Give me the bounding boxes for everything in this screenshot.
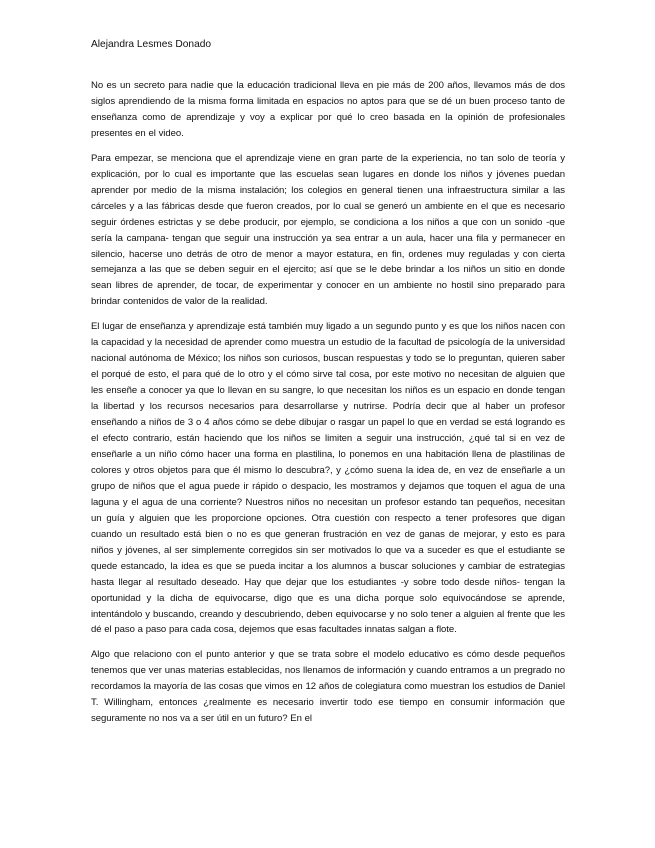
document-body bbox=[91, 78, 565, 727]
author-name: Alejandra Lesmes Donado bbox=[91, 39, 212, 50]
paragraph-1: No es un secreto para nadie que la educación tradicional lleva en pie más de 200 años, llevamos más de dos siglos aprendiendo de la misma forma limitada en espacios no aptos para que se dé un buen proceso tanto de enseñanza como de aprendizaje y voy a explicar por qué lo creo basada en la opinión de profesionales presentes en el video. bbox=[91, 80, 565, 139]
paragraph-2: Para empezar, se menciona que el aprendizaje viene en gran parte de la experiencia, no tan solo de teoría y explicación, por lo cual es importante que las escuelas sean lugares en donde los niños y jóvenes puedan aprender por medio de la misma instalación; los colegios en general tienen una infraestructura similar a las cárceles y a las fábricas desde que fueron creados, por lo cual se generó un ambiente en el que es necesario seguir órdenes estrictas y se debe producir, por ejemplo, se condiciona a los niños a que con un sonido -que sería la campana- tengan que seguir una instrucción ya sea entrar a un aula, hacer una fila y permanecer en silencio, hacerse uno detrás de otro de menor a mayor estatura, en fin, ordenes muy reguladas y con cierta semejanza a las que se deben seguir en el ejercito; así que se le debe brindar a los niños un sitio en donde sean libres de aprender, de tocar, de experimentar y conocer en un ambiente no hostil sino preparado para brindar contenidos de valor de la realidad. bbox=[91, 152, 565, 308]
paragraph-4: Algo que relaciono con el punto anterior y que se trata sobre el modelo educativo es cómo desde pequeños tenemos que ver unas materias establecidas, nos llenamos de información y cuando entramos a un pregrado no recordamos la mayoría de las cosas que vimos en 12 años de colegiatura como muestran los estudios de Daniel T. Willingham, entonces ¿realmente es necesario invertir todo ese tiempo en consumir información que seguramente no nos va a ser útil en un futuro? En el bbox=[91, 649, 565, 725]
paragraph-3: El lugar de enseñanza y aprendizaje está también muy ligado a un segundo punto y es que los niños nacen con la capacidad y la necesidad de aprender como muestra un estudio de la facultad de psicología de la universidad nacional autónoma de México; los niños son curiosos, buscan respuestas y todo se lo preguntan, quieren saber el porqué de esto, el para qué de lo otro y el cómo sirve tal cosa, por este motivo no necesitan de alguien que les enseñe a conocer ya que lo llevan en su sangre, lo que necesitan los niños es un espacio en donde tengan la libertad y los recursos necesarios para desarrollarse y nutrirse. Podría decir que al haber un profesor enseñando a niños de 3 o 4 años cómo se debe dibujar o rasgar un papel lo que en verdad se está logrando es el efecto contrario, están haciendo que los niños se limiten a seguir una instrucción, ¿qué tal si en vez de enseñarle a un niño cómo hacer una forma en plastilina, lo ponemos en una habitación llena de plastilinas de colores y otros objetos para que él mismo lo descubra?, y ¿cómo suena la idea de, en vez de enseñarle a un grupo de niños que el agua puede ir rápido o despacio, les mostramos y dejamos que toquen el agua de una laguna y el agua de una corriente? Nuestros niños no necesitan un profesor estando tan pequeños, necesitan un guía y alguien que les proporcione opciones. Otra cuestión con respecto a tener profesores que digan cuando un resultado está bien o no es que generan frustración en vez de ganas de mejorar, y esto es para niños y jóvenes, al ser simplemente corregidos sin ser motivados lo que va a suceder es que el estudiante se quede estancado, la idea es que se pueda incitar a los alumnos a buscar soluciones y cambiar de estrategias hasta llegar al resultado deseado. Hay que dejar que los estudiantes -y sobre todo desde niños- tengan la oportunidad y la dicha de equivocarse, digo que es una dicha porque solo equivocándose se aprende, intentándolo y buscando, creando y descubriendo, deben equivocarse y no solo tener a alguien al frente que les dé el paso a paso para cada cosa, dejemos que esas facultades innatas salgan a flote. bbox=[91, 321, 565, 636]
